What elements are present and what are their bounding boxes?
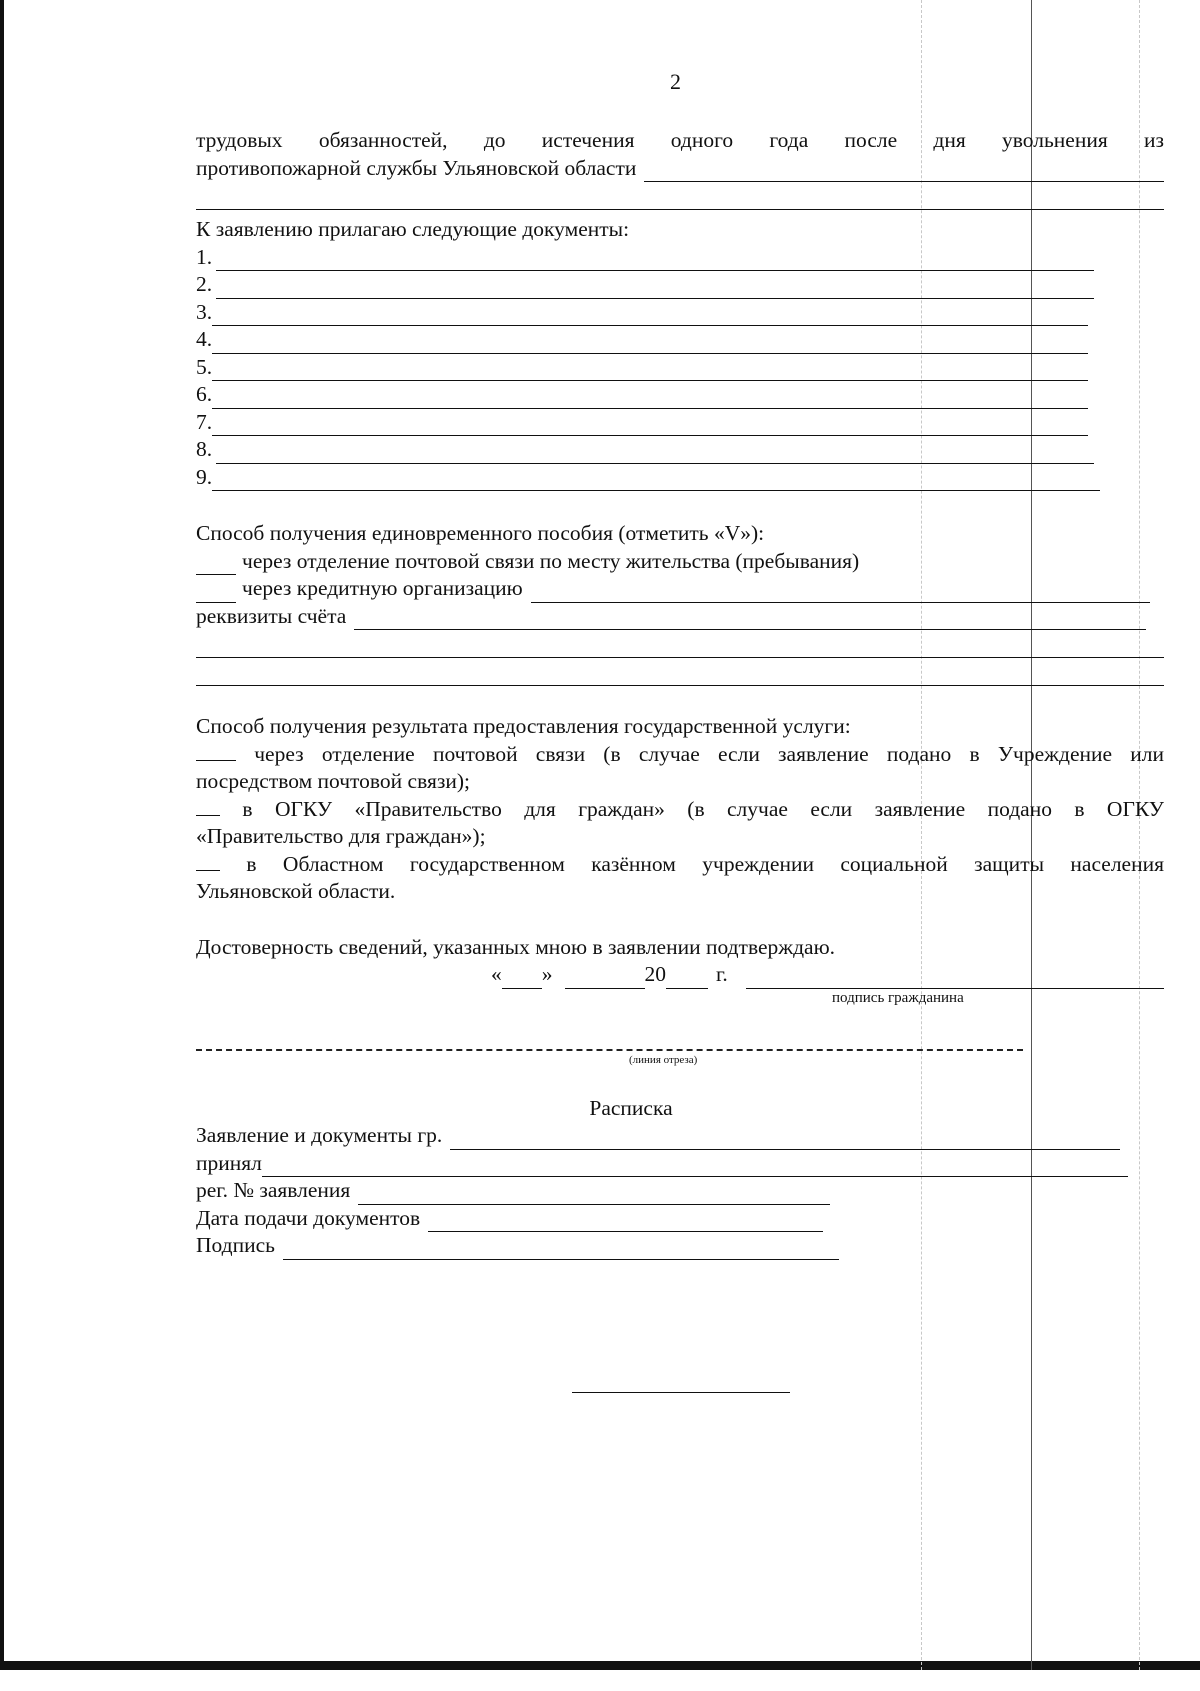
result-option-ogku-line-1: в ОГКУ «Правительство для граждан» (в случае если заявление подано в ОГКУ bbox=[196, 796, 1164, 824]
receipt-submit-date-field[interactable] bbox=[428, 1211, 823, 1232]
result-social-checkbox[interactable] bbox=[196, 852, 220, 871]
receipt-reg-number-row: рег. № заявления bbox=[196, 1177, 830, 1205]
receipt-title: Расписка bbox=[589, 1095, 673, 1120]
document-body bbox=[196, 127, 1164, 1260]
result-method-heading: Способ получения результата предоставления государственной услуги: bbox=[196, 714, 851, 738]
receipt-reg-number-field[interactable] bbox=[358, 1184, 830, 1205]
end-line bbox=[572, 1392, 790, 1393]
attachment-field[interactable] bbox=[212, 470, 1100, 491]
confirmation-text: Достоверность сведений, указанных мною в заявлении подтверждаю. bbox=[196, 934, 836, 959]
receipt-applicant-row: Заявление и документы гр. bbox=[196, 1122, 1120, 1150]
account-details-field[interactable] bbox=[354, 609, 1146, 630]
citizen-signature-field[interactable] bbox=[746, 968, 1164, 989]
intro-line-2 bbox=[196, 155, 1164, 183]
page-number: 2 bbox=[670, 69, 681, 94]
attachment-field[interactable] bbox=[212, 415, 1088, 436]
attachment-field[interactable] bbox=[216, 278, 1094, 299]
attachment-item: 5. bbox=[196, 354, 1088, 382]
account-details-row bbox=[196, 603, 1146, 631]
account-details-line-3[interactable] bbox=[196, 658, 1164, 686]
result-option-ogku-line-2: «Правительство для граждан»); bbox=[196, 824, 486, 848]
attachment-item: 9. bbox=[196, 464, 1100, 492]
result-option-post-line-2: посредством почтовой связи); bbox=[196, 769, 470, 793]
attachments-heading: К заявлению прилагаю следующие документы: bbox=[196, 217, 630, 241]
benefit-method-heading: Способ получения единовременного пособия (отметить «V»): bbox=[196, 521, 765, 545]
attachment-field[interactable] bbox=[212, 388, 1088, 409]
attachment-field[interactable] bbox=[216, 250, 1094, 271]
attachment-item: 8. bbox=[196, 436, 1094, 464]
attachment-item: 1. bbox=[196, 244, 1094, 272]
date-year-field[interactable] bbox=[666, 968, 708, 989]
account-details-label: реквизиты счёта bbox=[196, 603, 347, 628]
attachment-field[interactable] bbox=[212, 305, 1088, 326]
cut-line bbox=[196, 1049, 1023, 1051]
attachment-field[interactable] bbox=[212, 333, 1088, 354]
result-option-social-line-1: в Областном государственном казённом учреждении социальной защиты населения bbox=[196, 851, 1164, 879]
cut-line-caption: (линия отреза) bbox=[629, 1053, 698, 1066]
benefit-option-credit: через кредитную организацию bbox=[196, 575, 1150, 603]
receipt-accepted-field[interactable] bbox=[262, 1156, 1128, 1177]
signature-caption: подпись гражданина bbox=[832, 989, 964, 1006]
benefit-post-checkbox[interactable] bbox=[196, 556, 236, 575]
result-option-post-line-1: через отделение почтовой связи (в случае если заявление подано в Учреждение или bbox=[196, 741, 1164, 769]
result-ogku-checkbox[interactable] bbox=[196, 797, 220, 816]
intro-line-1: трудовых обязанностей, до истечения одного года после дня увольнения из bbox=[196, 128, 1164, 152]
receipt-signature-row: Подпись bbox=[196, 1232, 839, 1260]
attachment-item: 4. bbox=[196, 326, 1088, 354]
benefit-credit-checkbox[interactable] bbox=[196, 584, 236, 603]
intro-blank[interactable] bbox=[644, 161, 1164, 182]
account-details-line-2[interactable] bbox=[196, 630, 1164, 658]
attachment-item: 6. bbox=[196, 381, 1088, 409]
attachment-item: 7. bbox=[196, 409, 1088, 437]
intro-blank-full[interactable] bbox=[196, 182, 1164, 210]
attachment-field[interactable] bbox=[212, 360, 1088, 381]
receipt-accepted-row: принял bbox=[196, 1150, 1128, 1178]
credit-organization-field[interactable] bbox=[531, 582, 1150, 603]
result-option-social-line-2: Ульяновской области. bbox=[196, 879, 396, 903]
result-post-checkbox[interactable] bbox=[196, 742, 236, 761]
scan-bottom-edge bbox=[0, 1661, 1200, 1670]
date-month-field[interactable] bbox=[565, 968, 645, 989]
attachment-item: 2. bbox=[196, 271, 1094, 299]
date-day-field[interactable] bbox=[502, 968, 542, 989]
scan-left-edge bbox=[0, 0, 4, 1670]
attachments-list bbox=[196, 244, 1164, 492]
receipt-applicant-field[interactable] bbox=[450, 1129, 1120, 1150]
attachment-field[interactable] bbox=[216, 443, 1094, 464]
attachment-item: 3. bbox=[196, 299, 1088, 327]
benefit-option-post: через отделение почтовой связи по месту жительства (пребывания) bbox=[196, 548, 1164, 576]
date-signature-row: « » 20 г. bbox=[491, 961, 1164, 989]
receipt-submit-date-row: Дата подачи документов bbox=[196, 1205, 823, 1233]
intro-line-2-text: противопожарной службы Ульяновской области bbox=[196, 155, 637, 180]
receipt-signature-field[interactable] bbox=[283, 1239, 839, 1260]
